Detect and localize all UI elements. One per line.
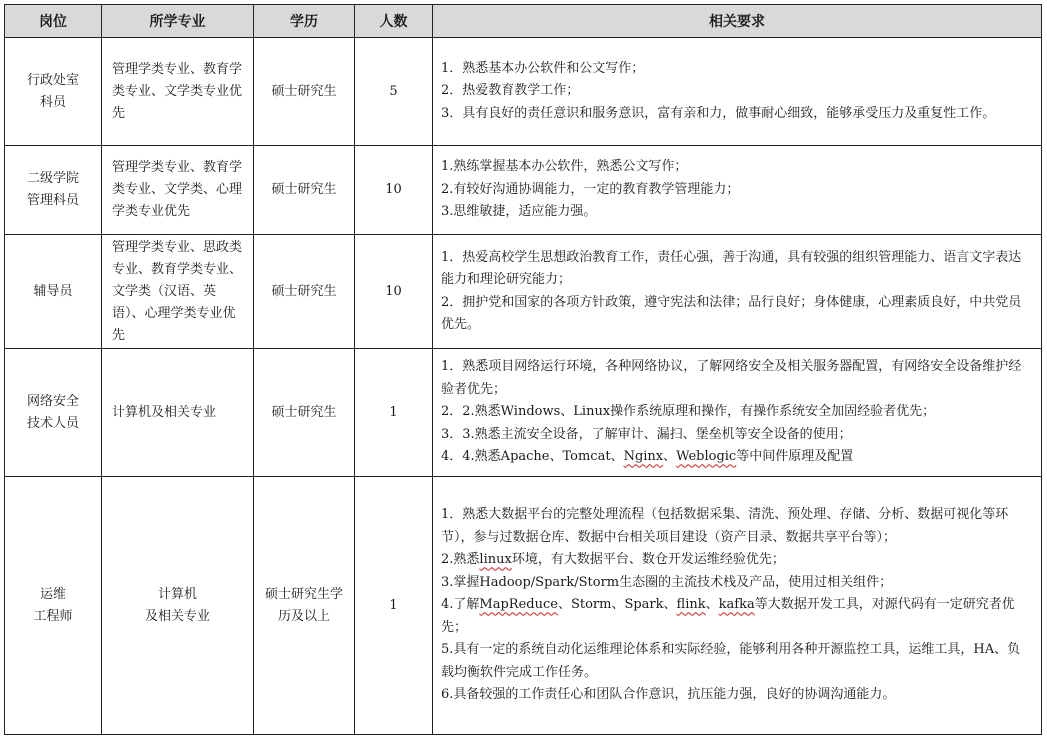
education-line: 硕士研究生 bbox=[271, 404, 337, 420]
education-line: 硕士研究生学 bbox=[264, 586, 343, 602]
requirement-item: 1．熟悉项目网络运行环境，各种网络协议，了解网络安全及相关服务器配置，有网络安全设备维护经验者优先； bbox=[441, 359, 1022, 397]
major-cell: 计算机及相关专业 bbox=[102, 349, 254, 477]
requirement-item: 3.掌握Hadoop/Spark/Storm生态圈的主流技术栈及产品，使用过相关组件； bbox=[441, 574, 893, 590]
header-requirements: 相关要求 bbox=[433, 5, 1042, 38]
education-cell bbox=[254, 349, 355, 477]
count-cell: 10 bbox=[355, 146, 433, 235]
major-line: 计算机 bbox=[157, 586, 197, 602]
requirement-item: 4.了解MapReduce、Storm、Spark、flink、kafka等大数据开发工具，对源代码有一定研究者优先； bbox=[441, 597, 1015, 635]
table-row bbox=[5, 235, 1042, 349]
requirement-item: 2.熟悉linux环境，有大数据平台、数仓开发运维经验优先； bbox=[441, 552, 785, 568]
requirement-item: 2.有较好沟通协调能力，一定的教育教学管理能力； bbox=[441, 181, 740, 197]
education-line: 历及以上 bbox=[277, 608, 330, 624]
table-row bbox=[5, 146, 1042, 235]
table-row bbox=[5, 349, 1042, 477]
requirement-item: 3．具有良好的责任意识和服务意识，富有亲和力，做事耐心细致，能够承受压力及重复性工作。 bbox=[441, 105, 996, 121]
education-line: 硕士研究生 bbox=[271, 182, 337, 197]
requirement-item: 2．热爱教育教学工作； bbox=[441, 83, 580, 99]
requirements-cell bbox=[433, 349, 1042, 477]
education-line: 硕士研究生 bbox=[271, 283, 337, 299]
major-cell: 管理学类专业、思政类专业、教育学类专业、文学类（汉语、英语）、心理学类专业优先 bbox=[102, 235, 254, 349]
position-line: 管理科员 bbox=[26, 193, 79, 208]
requirement-item: 1．熟悉基本办公软件和公文写作； bbox=[441, 60, 645, 76]
position-line: 科员 bbox=[39, 94, 66, 110]
requirement-item: 1.熟练掌握基本办公软件，熟悉公文写作； bbox=[441, 159, 688, 175]
position-cell bbox=[5, 235, 102, 349]
header-major: 所学专业 bbox=[102, 5, 254, 38]
requirement-item: 1．熟悉大数据平台的完整处理流程（包括数据采集、清洗、预处理、存储、分析、数据可视化等环节），参与过数据仓库、数据中台相关项目建设（资产目录、数据共享平台等）； bbox=[441, 507, 1009, 545]
position-line: 运维 bbox=[39, 586, 66, 602]
header-education: 学历 bbox=[254, 5, 355, 38]
header-row bbox=[5, 5, 1042, 38]
position-cell bbox=[5, 38, 102, 146]
position-line: 辅导员 bbox=[33, 283, 73, 299]
major-cell bbox=[102, 477, 254, 735]
position-cell bbox=[5, 146, 102, 235]
position-line: 网络安全 bbox=[26, 393, 79, 409]
requirement-item: 3.思维敏捷，适应能力强。 bbox=[441, 204, 597, 220]
requirement-item: 3．3.熟悉主流安全设备，了解审计、漏扫、堡垒机等安全设备的使用； bbox=[441, 426, 852, 442]
position-line: 二级学院 bbox=[26, 171, 79, 186]
requirement-item: 6.具备较强的工作责任心和团队合作意识，抗压能力强，良好的协调沟通能力。 bbox=[441, 687, 896, 703]
header-count: 人数 bbox=[355, 5, 433, 38]
header-position: 岗位 bbox=[5, 5, 102, 38]
position-cell bbox=[5, 477, 102, 735]
position-line: 工程师 bbox=[33, 608, 73, 624]
position-line: 技术人员 bbox=[26, 415, 79, 431]
count-cell: 1 bbox=[355, 349, 433, 477]
education-cell bbox=[254, 477, 355, 735]
count-cell: 10 bbox=[355, 235, 433, 349]
major-line: 及相关专业 bbox=[144, 608, 210, 624]
count-cell: 5 bbox=[355, 38, 433, 146]
requirement-item: 2．2.熟悉Windows、Linux操作系统原理和操作，有操作系统安全加固经验者优先； bbox=[441, 404, 936, 420]
requirement-item: 5.具有一定的系统自动化运维理论体系和实际经验，能够利用各种开源监控工具，运维工具，HA、负载均衡软件完成工作任务。 bbox=[441, 642, 1021, 680]
count-cell: 1 bbox=[355, 477, 433, 735]
position-line: 行政处室 bbox=[26, 72, 79, 88]
education-cell bbox=[254, 235, 355, 349]
requirements-cell bbox=[433, 38, 1042, 146]
requirements-cell bbox=[433, 146, 1042, 235]
position-cell bbox=[5, 349, 102, 477]
requirements-cell bbox=[433, 235, 1042, 349]
requirement-item: 2．拥护党和国家的各项方针政策，遵守宪法和法律；品行良好；身体健康，心理素质良好，中共党员优先。 bbox=[441, 294, 1022, 332]
education-cell bbox=[254, 38, 355, 146]
table-row bbox=[5, 477, 1042, 735]
requirement-item: 4．4.熟悉Apache、Tomcat、Nginx、Weblogic等中间件原理及配置 bbox=[441, 449, 854, 465]
education-cell bbox=[254, 146, 355, 235]
education-line: 硕士研究生 bbox=[271, 83, 337, 99]
recruitment-table bbox=[4, 4, 1042, 735]
table-row bbox=[5, 38, 1042, 146]
requirements-cell bbox=[433, 477, 1042, 735]
requirement-item: 1．热爱高校学生思想政治教育工作，责任心强，善于沟通，具有较强的组织管理能力、语言文字表达能力和理论研究能力； bbox=[441, 249, 1022, 287]
major-cell: 管理学类专业、教育学类专业、文学类专业优先 bbox=[102, 38, 254, 146]
major-cell: 管理学类专业、教育学类专业、文学类、心理学类专业优先 bbox=[102, 146, 254, 235]
